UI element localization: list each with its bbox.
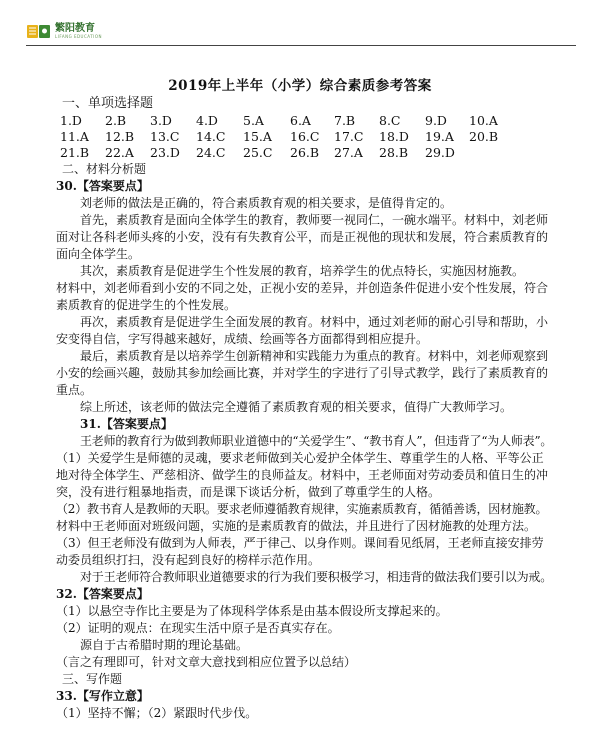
answer-item: 23.D: [150, 145, 180, 160]
paragraph: 重点。: [56, 383, 93, 397]
answer-item: 26.B: [290, 145, 320, 160]
answer-item: 6.A: [290, 113, 311, 128]
answer-item: 13.C: [150, 129, 180, 144]
paragraph: 突，没有进行粗暴地指责，而是课下谈话分析，做到了尊重学生的人格。: [56, 485, 441, 499]
paragraph: 对于王老师符合教师职业道德要求的行为我们要积极学习，相违背的做法我们要引以为戒。: [80, 570, 553, 584]
section-heading-writing: 三、写作题: [62, 672, 123, 686]
paragraph: 王老师的教育行为做到教师职业道德中的“关爱学生”、“教书育人”，但违背了“为人师表”。: [80, 434, 553, 448]
answer-item: 1.D: [60, 113, 82, 128]
paragraph: 材料中王老师面对班级问题，实施的是素质教育的做法，并且进行了因材施教的处理方法。: [56, 519, 537, 533]
paragraph: 面对让各科老师头疼的小安，没有有失教育公平，而是正视他的现状和发展，符合素质教育的: [56, 230, 549, 244]
answer-item: 9.D: [425, 113, 447, 128]
logo-subtext: LIFANG EDUCATION: [55, 33, 102, 39]
answer-item: 15.A: [243, 129, 272, 144]
answer-item: 10.A: [469, 113, 498, 128]
paragraph: （1）以悬空寺作比主要是为了体现科学体系是由基本假设所支撑起来的。: [56, 604, 448, 618]
paragraph: （1）关爱学生是师德的灵魂，要求老师做到关心爱护全体学生、尊重学生的人格、平等公正: [56, 451, 544, 465]
answer-item: 27.A: [334, 145, 363, 160]
document-body: [56, 95, 576, 722]
answer-item: 29.D: [425, 145, 455, 160]
answer-item: 16.C: [290, 129, 320, 144]
q30-body: [56, 195, 576, 416]
answer-item: 3.D: [150, 113, 172, 128]
paragraph: 再次，素质教育是促进学生全面发展的教育。材料中，通过刘老师的耐心引导和帮助，小: [80, 315, 549, 329]
answer-item: 17.C: [334, 129, 364, 144]
answer-item: 19.A: [425, 129, 454, 144]
answer-item: 14.C: [196, 129, 226, 144]
book-logo-icon: [26, 22, 52, 40]
answer-item: 4.D: [196, 113, 218, 128]
paragraph: 小安的绘画兴趣，鼓励其参加绘画比赛，并对学生的字进行了引导式教学，践行了素质教育的: [56, 366, 549, 380]
logo-text: 繁阳教育: [55, 22, 95, 34]
answer-item: 24.C: [196, 145, 226, 160]
paragraph: 安变得自信，字写得越来越好，成绩、绘画等各方面都得到相应提升。: [56, 332, 429, 346]
q31-label: 31.【答案要点】: [80, 417, 173, 431]
answer-item: 18.D: [379, 129, 409, 144]
q32-body: [56, 603, 576, 671]
paragraph: 首先，素质教育是面向全体学生的教育，教师要一视同仁，一碗水端平。材料中，刘老师: [80, 213, 549, 227]
answer-item: 20.B: [469, 129, 499, 144]
answer-item: 21.B: [60, 145, 90, 160]
paragraph: 刘老师的做法是正确的，符合素质教育观的相关要求，是值得肯定的。: [80, 196, 453, 210]
section-heading-choice: 一、单项选择题: [62, 96, 154, 111]
answer-item: 12.B: [105, 129, 135, 144]
section-heading-analysis: 二、材料分析题: [62, 162, 147, 176]
paragraph: （3）但王老师没有做到为人师表，严于律己、以身作则。课间看见纸屑，王老师直接安排劳: [56, 536, 544, 550]
q33-label: 33.【写作立意】: [56, 689, 149, 703]
paragraph: 综上所述，该老师的做法完全遵循了素质教育观的相关要求，值得广大教师学习。: [80, 400, 513, 414]
answer-item: 28.B: [379, 145, 409, 160]
answer-item: 7.B: [334, 113, 356, 128]
answer-item: 8.C: [379, 113, 401, 128]
paragraph: （2）证明的观点：在现实生活中原子是否真实存在。: [56, 621, 340, 635]
answer-item: 5.A: [243, 113, 264, 128]
paragraph: （1）坚持不懈；（2）紧跟时代步伐。: [56, 706, 258, 720]
answer-grid: [60, 113, 576, 161]
paragraph: 源自于古希腊时期的理论基础。: [80, 638, 249, 652]
page-title: 2019年上半年（小学）综合素质参考答案: [168, 78, 432, 94]
paragraph: 素质教育的促进学生的个性发展。: [56, 298, 237, 312]
paragraph: （2）教书育人是教师的天职。要求老师遵循教育规律，实施素质教育，循循善诱，因材施教。: [56, 502, 548, 516]
answer-item: 25.C: [243, 145, 273, 160]
answer-item: 2.B: [105, 113, 127, 128]
logo: [26, 22, 102, 40]
paragraph: 面向全体学生。: [56, 247, 141, 261]
header-divider: [26, 45, 576, 46]
q32-label: 32.【答案要点】: [56, 587, 149, 601]
page-header: [26, 18, 576, 44]
answer-item: 22.A: [105, 145, 134, 160]
answer-item: 11.A: [60, 129, 89, 144]
paragraph: 最后，素质教育是以培养学生创新精神和实践能力为重点的教育。材料中，刘老师观察到: [80, 349, 549, 363]
paragraph: 地对待全体学生、严慈相济、做学生的良师益友。材料中，王老师面对劳动委员和值日生的冲: [56, 468, 549, 482]
paragraph: （言之有理即可，针对文章大意找到相应位置予以总结）: [56, 655, 357, 669]
q31-body: [56, 433, 576, 586]
paragraph: 动委员组织打扫，没有起到良好的榜样示范作用。: [56, 553, 321, 567]
paragraph: 材料中，刘老师看到小安的不同之处，正视小安的差异，并创造条件促进小安个性发展，符合: [56, 281, 549, 295]
q30-label: 30.【答案要点】: [56, 179, 149, 193]
paragraph: 其次，素质教育是促进学生个性发展的教育，培养学生的优点特长，实施因材施教。: [80, 264, 525, 278]
